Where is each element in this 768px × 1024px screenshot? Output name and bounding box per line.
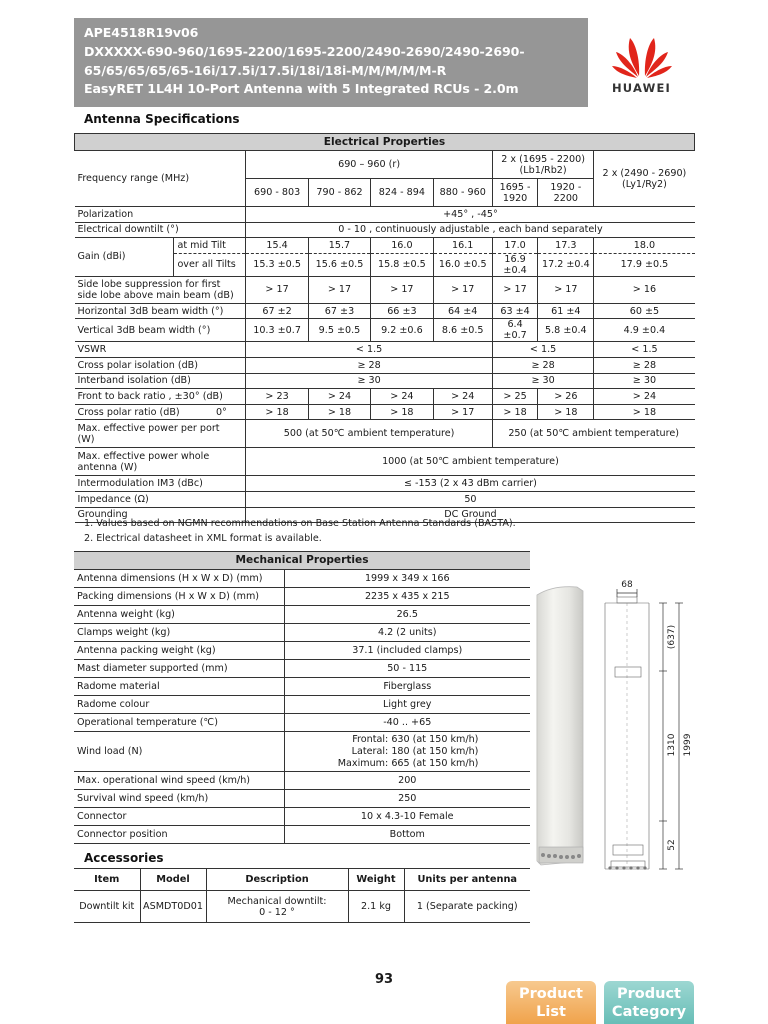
sub-band: 880 - 960	[433, 179, 492, 207]
gain-all-value: 15.8 ±0.5	[371, 253, 433, 276]
vswr-value: < 1.5	[492, 342, 594, 358]
im3-label: Intermodulation IM3 (dBc)	[75, 476, 246, 492]
polarization-value: +45° , -45°	[246, 207, 695, 223]
notes	[84, 516, 516, 546]
gain-mid-value: 17.3	[538, 238, 594, 254]
sidelobe-value: > 17	[371, 276, 433, 303]
product-category-label-2: Category	[611, 1004, 687, 1020]
vswr-value: < 1.5	[594, 342, 695, 358]
cpr-label: Cross polar ratio (dB)	[75, 404, 174, 420]
interband-value: ≥ 30	[246, 373, 492, 389]
interband-value: ≥ 30	[594, 373, 695, 389]
product-category-label-1: Product	[617, 986, 681, 1002]
cpr-value: > 18	[538, 404, 594, 420]
model-code-line-2: 65/65/65/65/65-16i/17.5i/17.5i/18i/18i-M/M/M/M/M-R	[84, 62, 447, 78]
polarization-label: Polarization	[75, 207, 246, 223]
vbw-value: 5.8 ±0.4	[538, 319, 594, 342]
mech-label: Antenna dimensions (H x W x D) (mm)	[74, 570, 284, 588]
sub-band: 1920 - 2200	[538, 179, 594, 207]
mech-value: 250	[284, 790, 530, 808]
mech-label: Clamps weight (kg)	[74, 624, 284, 642]
im3-value: ≤ -153 (2 x 43 dBm carrier)	[246, 476, 695, 492]
sidelobe-value: > 17	[538, 276, 594, 303]
ftb-value: > 24	[594, 389, 695, 405]
mechanical-properties-table	[74, 551, 530, 844]
grounding-value: DC Ground	[246, 507, 695, 523]
vbw-value: 9.2 ±0.6	[371, 319, 433, 342]
max-whole-value: 1000 (at 50℃ ambient temperature)	[246, 448, 695, 476]
sub-band: 790 - 862	[308, 179, 370, 207]
gain-all-value: 15.3 ±0.5	[246, 253, 308, 276]
xpi-value: ≥ 28	[246, 357, 492, 373]
gain-all-value: 15.6 ±0.5	[308, 253, 370, 276]
model-code-line-1: DXXXXX-690-960/1695-2200/1695-2200/2490-2690/2490-2690-	[84, 43, 525, 59]
wind-load-value: Frontal: 630 (at 150 km/h) Lateral: 180 (at 150 km/h) Maximum: 665 (at 150 km/h)	[284, 732, 530, 772]
acc-header: Item	[74, 869, 140, 891]
mech-label: Packing dimensions (H x W x D) (mm)	[74, 588, 284, 606]
ftb-value: > 25	[492, 389, 537, 405]
hbw-value: 64 ±4	[433, 303, 492, 319]
cpr-value: > 17	[433, 404, 492, 420]
mech-value: 1999 x 349 x 166	[284, 570, 530, 588]
xpi-label: Cross polar isolation (dB)	[75, 357, 246, 373]
mech-label: Max. operational wind speed (km/h)	[74, 772, 284, 790]
acc-model: ASMDT0D01	[140, 891, 206, 923]
antenna-specs-title: Antenna Specifications	[84, 112, 240, 126]
ftb-label: Front to back ratio , ±30° (dB)	[75, 389, 246, 405]
gain-all-value: 17.2 ±0.4	[538, 253, 594, 276]
mech-label: Radome colour	[74, 696, 284, 714]
note: 2. Electrical datasheet in XML format is available.	[84, 533, 322, 544]
hbw-value: 67 ±3	[308, 303, 370, 319]
wind-load-label: Wind load (N)	[74, 732, 284, 772]
gain-mid-value: 15.7	[308, 238, 370, 254]
hbw-value: 61 ±4	[538, 303, 594, 319]
datasheet-header	[74, 18, 695, 107]
acc-header: Description	[206, 869, 348, 891]
downtilt-label: Electrical downtilt (°)	[75, 222, 246, 238]
cpr-value: > 18	[308, 404, 370, 420]
mech-label: Antenna packing weight (kg)	[74, 642, 284, 660]
vbw-value: 8.6 ±0.5	[433, 319, 492, 342]
impedance-value: 50	[246, 491, 695, 507]
sidelobe-value: > 16	[594, 276, 695, 303]
gain-mid-label: at mid Tilt	[174, 238, 246, 254]
gain-all-value: 16.0 ±0.5	[433, 253, 492, 276]
mech-value: 2235 x 435 x 215	[284, 588, 530, 606]
sub-band: 824 - 894	[371, 179, 433, 207]
dim-width-label: 68	[621, 580, 633, 590]
dim-637-label: (637)	[667, 624, 677, 650]
dim-52-label: 52	[667, 839, 677, 851]
hbw-value: 67 ±2	[246, 303, 308, 319]
mech-label: Connector position	[74, 826, 284, 844]
mech-value: Light grey	[284, 696, 530, 714]
mech-label: Connector	[74, 808, 284, 826]
ftb-value: > 24	[371, 389, 433, 405]
mech-value: Bottom	[284, 826, 530, 844]
accessories-table	[74, 868, 530, 923]
hbw-value: 66 ±3	[371, 303, 433, 319]
antenna-diagram	[533, 575, 695, 875]
cpr-value: > 18	[594, 404, 695, 420]
note: 1. Values based on NGMN recommendations on Base Station Antenna Standards (BASTA).	[84, 518, 516, 529]
gain-mid-value: 16.1	[433, 238, 492, 254]
gain-all-value: 17.9 ±0.5	[594, 253, 695, 276]
mech-label: Operational temperature (℃)	[74, 714, 284, 732]
band-mid: 2 x (1695 - 2200) (Lb1/Rb2)	[492, 151, 594, 179]
mechanical-title: Mechanical Properties	[74, 552, 530, 570]
gain-mid-value: 16.0	[371, 238, 433, 254]
max-port-label: Max. effective power per port (W)	[75, 420, 246, 448]
huawei-logo	[588, 18, 695, 107]
product-category-button[interactable]	[604, 981, 694, 1024]
sidelobe-value: > 17	[308, 276, 370, 303]
sidelobe-label: Side lobe suppression for first side lobe above main beam (dB)	[75, 276, 246, 303]
vswr-value: < 1.5	[246, 342, 492, 358]
grounding-label: Grounding	[75, 507, 246, 523]
mech-label: Antenna weight (kg)	[74, 606, 284, 624]
vbw-value: 6.4 ±0.7	[492, 319, 537, 342]
sub-band: 1695 - 1920	[492, 179, 537, 207]
gain-all-value: 16.9 ±0.4	[492, 253, 537, 276]
xpi-value: ≥ 28	[492, 357, 594, 373]
sidelobe-value: > 17	[246, 276, 308, 303]
dim-1999-label: 1999	[683, 733, 693, 757]
impedance-label: Impedance (Ω)	[75, 491, 246, 507]
brand-name: HUAWEI	[611, 81, 671, 95]
downtilt-value: 0 - 10 , continuously adjustable , each band separately	[246, 222, 695, 238]
dim-1310-label: 1310	[667, 733, 677, 757]
vbw-value: 9.5 ±0.5	[308, 319, 370, 342]
ftb-value: > 23	[246, 389, 308, 405]
electrical-title: Electrical Properties	[75, 134, 695, 151]
cpr-value: > 18	[492, 404, 537, 420]
mech-value: 50 - 115	[284, 660, 530, 678]
band-low: 690 – 960 (r)	[246, 151, 492, 179]
model-name: APE4518R19v06	[84, 25, 199, 40]
product-list-label-2: List	[536, 1004, 566, 1020]
model-description: EasyRET 1L4H 10-Port Antenna with 5 Integrated RCUs - 2.0m	[84, 81, 519, 97]
acc-header: Weight	[348, 869, 404, 891]
ftb-value: > 24	[433, 389, 492, 405]
antenna-3d-view	[537, 587, 583, 865]
hbw-value: 60 ±5	[594, 303, 695, 319]
interband-label: Interband isolation (dB)	[75, 373, 246, 389]
gain-mid-value: 18.0	[594, 238, 695, 254]
acc-units: 1 (Separate packing)	[404, 891, 530, 923]
gain-mid-value: 17.0	[492, 238, 537, 254]
mech-value: 10 x 4.3-10 Female	[284, 808, 530, 826]
electrical-properties-table	[74, 133, 695, 523]
antenna-front-view	[605, 597, 649, 869]
band-high: 2 x (2490 - 2690) (Ly1/Ry2)	[594, 151, 695, 207]
freq-label: Frequency range (MHz)	[75, 151, 246, 207]
mech-value: -40 .. +65	[284, 714, 530, 732]
cpr-value: > 18	[246, 404, 308, 420]
acc-item: Downtilt kit	[74, 891, 140, 923]
cpr-value: > 18	[371, 404, 433, 420]
interband-value: ≥ 30	[492, 373, 594, 389]
mech-value: 200	[284, 772, 530, 790]
mech-label: Survival wind speed (km/h)	[74, 790, 284, 808]
sidelobe-value: > 17	[433, 276, 492, 303]
hbw-label: Horizontal 3dB beam width (°)	[75, 303, 246, 319]
accessories-title: Accessories	[84, 851, 164, 865]
max-port-value: 250 (at 50℃ ambient temperature)	[492, 420, 694, 448]
xpi-value: ≥ 28	[594, 357, 695, 373]
vbw-value: 10.3 ±0.7	[246, 319, 308, 342]
max-port-value: 500 (at 50℃ ambient temperature)	[246, 420, 492, 448]
ftb-value: > 24	[308, 389, 370, 405]
page-number: 93	[374, 972, 394, 987]
gain-all-label: over all Tilts	[174, 253, 246, 276]
gain-mid-value: 15.4	[246, 238, 308, 254]
mech-value: 37.1 (included clamps)	[284, 642, 530, 660]
vswr-label: VSWR	[75, 342, 246, 358]
gain-label: Gain (dBi)	[75, 238, 174, 277]
sidelobe-value: > 17	[492, 276, 537, 303]
mech-value: Fiberglass	[284, 678, 530, 696]
acc-header: Units per antenna	[404, 869, 530, 891]
max-whole-label: Max. effective power whole antenna (W)	[75, 448, 246, 476]
product-list-label-1: Product	[519, 986, 583, 1002]
antenna-drawing	[533, 575, 695, 875]
mech-label: Radome material	[74, 678, 284, 696]
acc-header: Model	[140, 869, 206, 891]
acc-weight: 2.1 kg	[348, 891, 404, 923]
mech-value: 26.5	[284, 606, 530, 624]
huawei-petals-icon	[612, 32, 672, 78]
hbw-value: 63 ±4	[492, 303, 537, 319]
product-list-button[interactable]	[506, 981, 596, 1024]
acc-description: Mechanical downtilt: 0 - 12 °	[206, 891, 348, 923]
vbw-value: 4.9 ±0.4	[594, 319, 695, 342]
ftb-value: > 26	[538, 389, 594, 405]
sub-band: 690 - 803	[246, 179, 308, 207]
mech-value: 4.2 (2 units)	[284, 624, 530, 642]
header-titles	[84, 24, 584, 99]
mech-label: Mast diameter supported (mm)	[74, 660, 284, 678]
vbw-label: Vertical 3dB beam width (°)	[75, 319, 246, 342]
cpr-angle: 0°	[174, 404, 246, 420]
